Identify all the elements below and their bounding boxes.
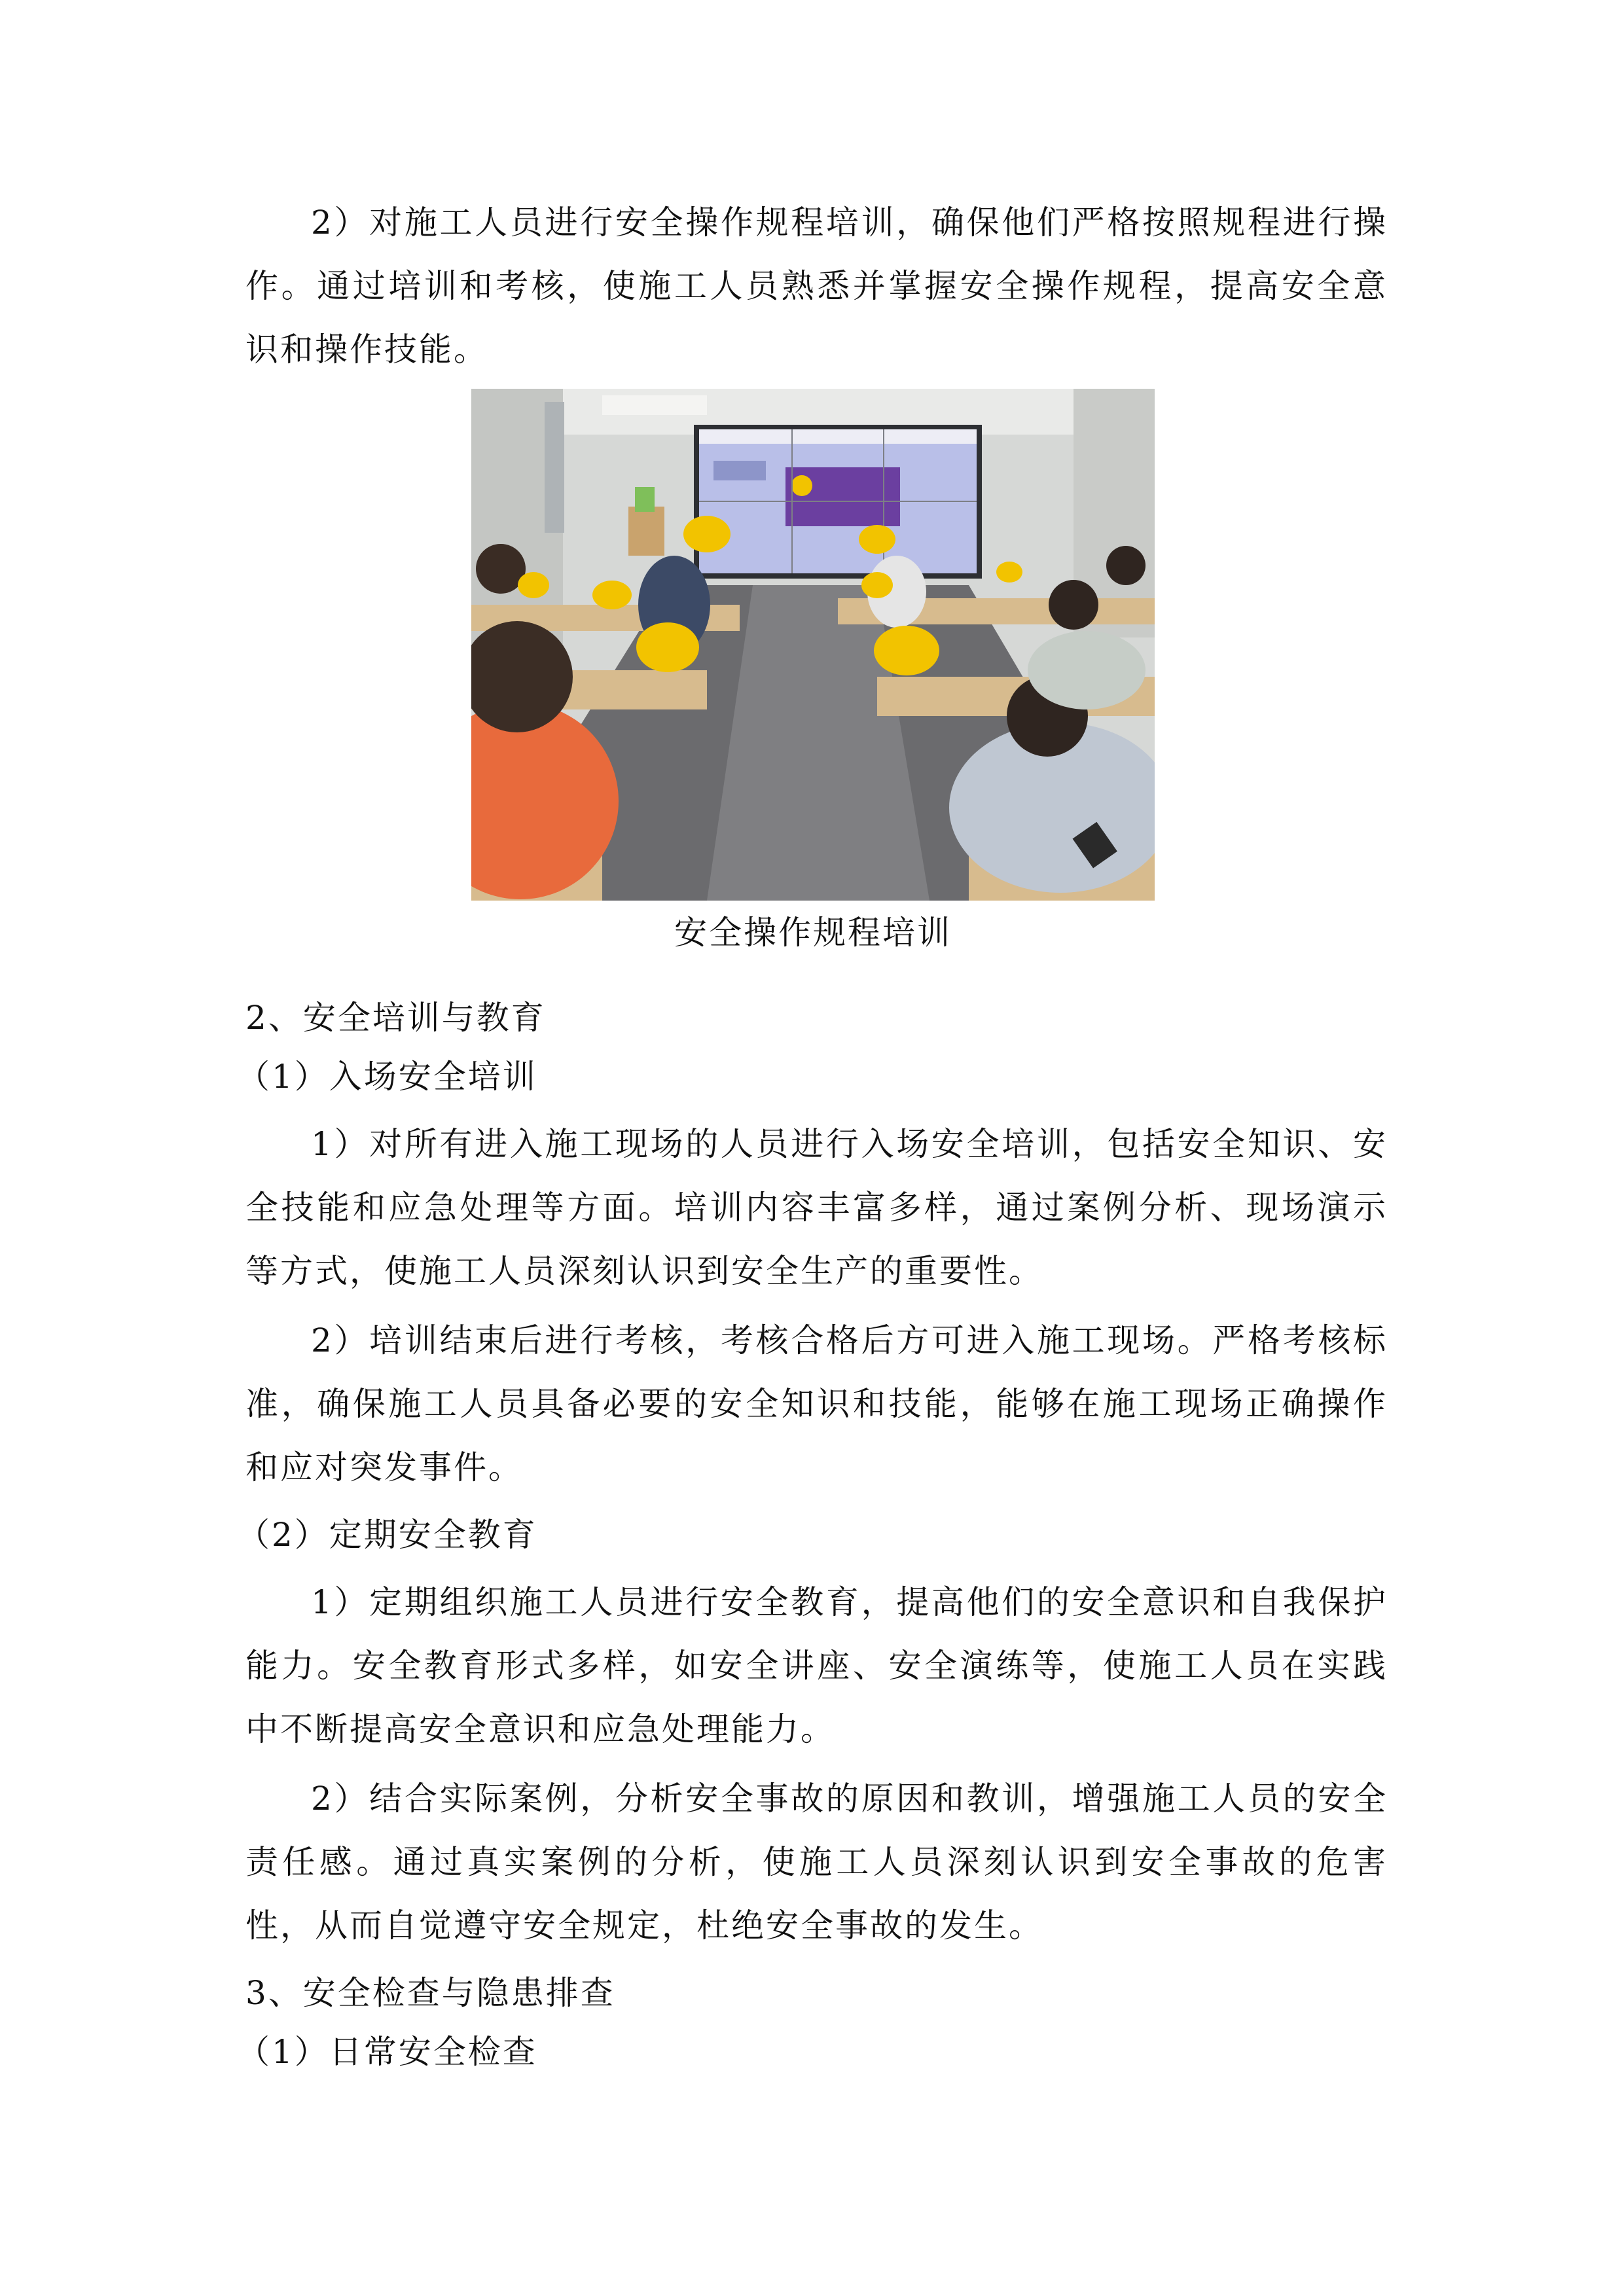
section-2-1-heading: （1）入场安全培训 xyxy=(237,1058,537,1096)
section-2-2-heading: （2）定期安全教育 xyxy=(237,1516,537,1554)
training-photo xyxy=(471,389,1155,901)
section-2-1-paragraph-2: 2）培训结束后进行考核，考核合格后方可进入施工现场。严格考核标准，确保施工人员具备必要的安全知识和技能，能够在施工现场正确操作和应对突发事件。 xyxy=(245,1321,1388,1486)
classroom-illustration xyxy=(471,389,1155,901)
section-2-1-paragraph-1: 1）对所有进入施工现场的人员进行入场安全培训，包括安全知识、安全技能和应急处理等方面。培训内容丰富多样，通过案例分析、现场演示等方式，使施工人员深刻认识到安全生产的重要性。 xyxy=(245,1125,1388,1290)
section-3-1-heading: （1）日常安全检查 xyxy=(237,2033,537,2071)
section-3-heading: 3、安全检查与隐患排查 xyxy=(245,1974,615,2012)
intro-paragraph: 2）对施工人员进行安全操作规程培训，确保他们严格按照规程进行操作。通过培训和考核，使施工人员熟悉并掌握安全操作规程，提高安全意识和操作技能。 xyxy=(245,204,1388,368)
section-2-2-paragraph-2: 2）结合实际案例，分析安全事故的原因和教训，增强施工人员的安全责任感。通过真实案例的分析，使施工人员深刻认识到安全事故的危害性，从而自觉遵守安全规定，杜绝安全事故的发生。 xyxy=(245,1780,1388,1945)
section-2-2-paragraph-1: 1）定期组织施工人员进行安全教育，提高他们的安全意识和自我保护能力。安全教育形式多样，如安全讲座、安全演练等，使施工人员在实践中不断提高安全意识和应急处理能力。 xyxy=(245,1583,1388,1748)
section-2-heading: 2、安全培训与教育 xyxy=(245,999,546,1037)
figure-caption: 安全操作规程培训 xyxy=(674,914,952,952)
